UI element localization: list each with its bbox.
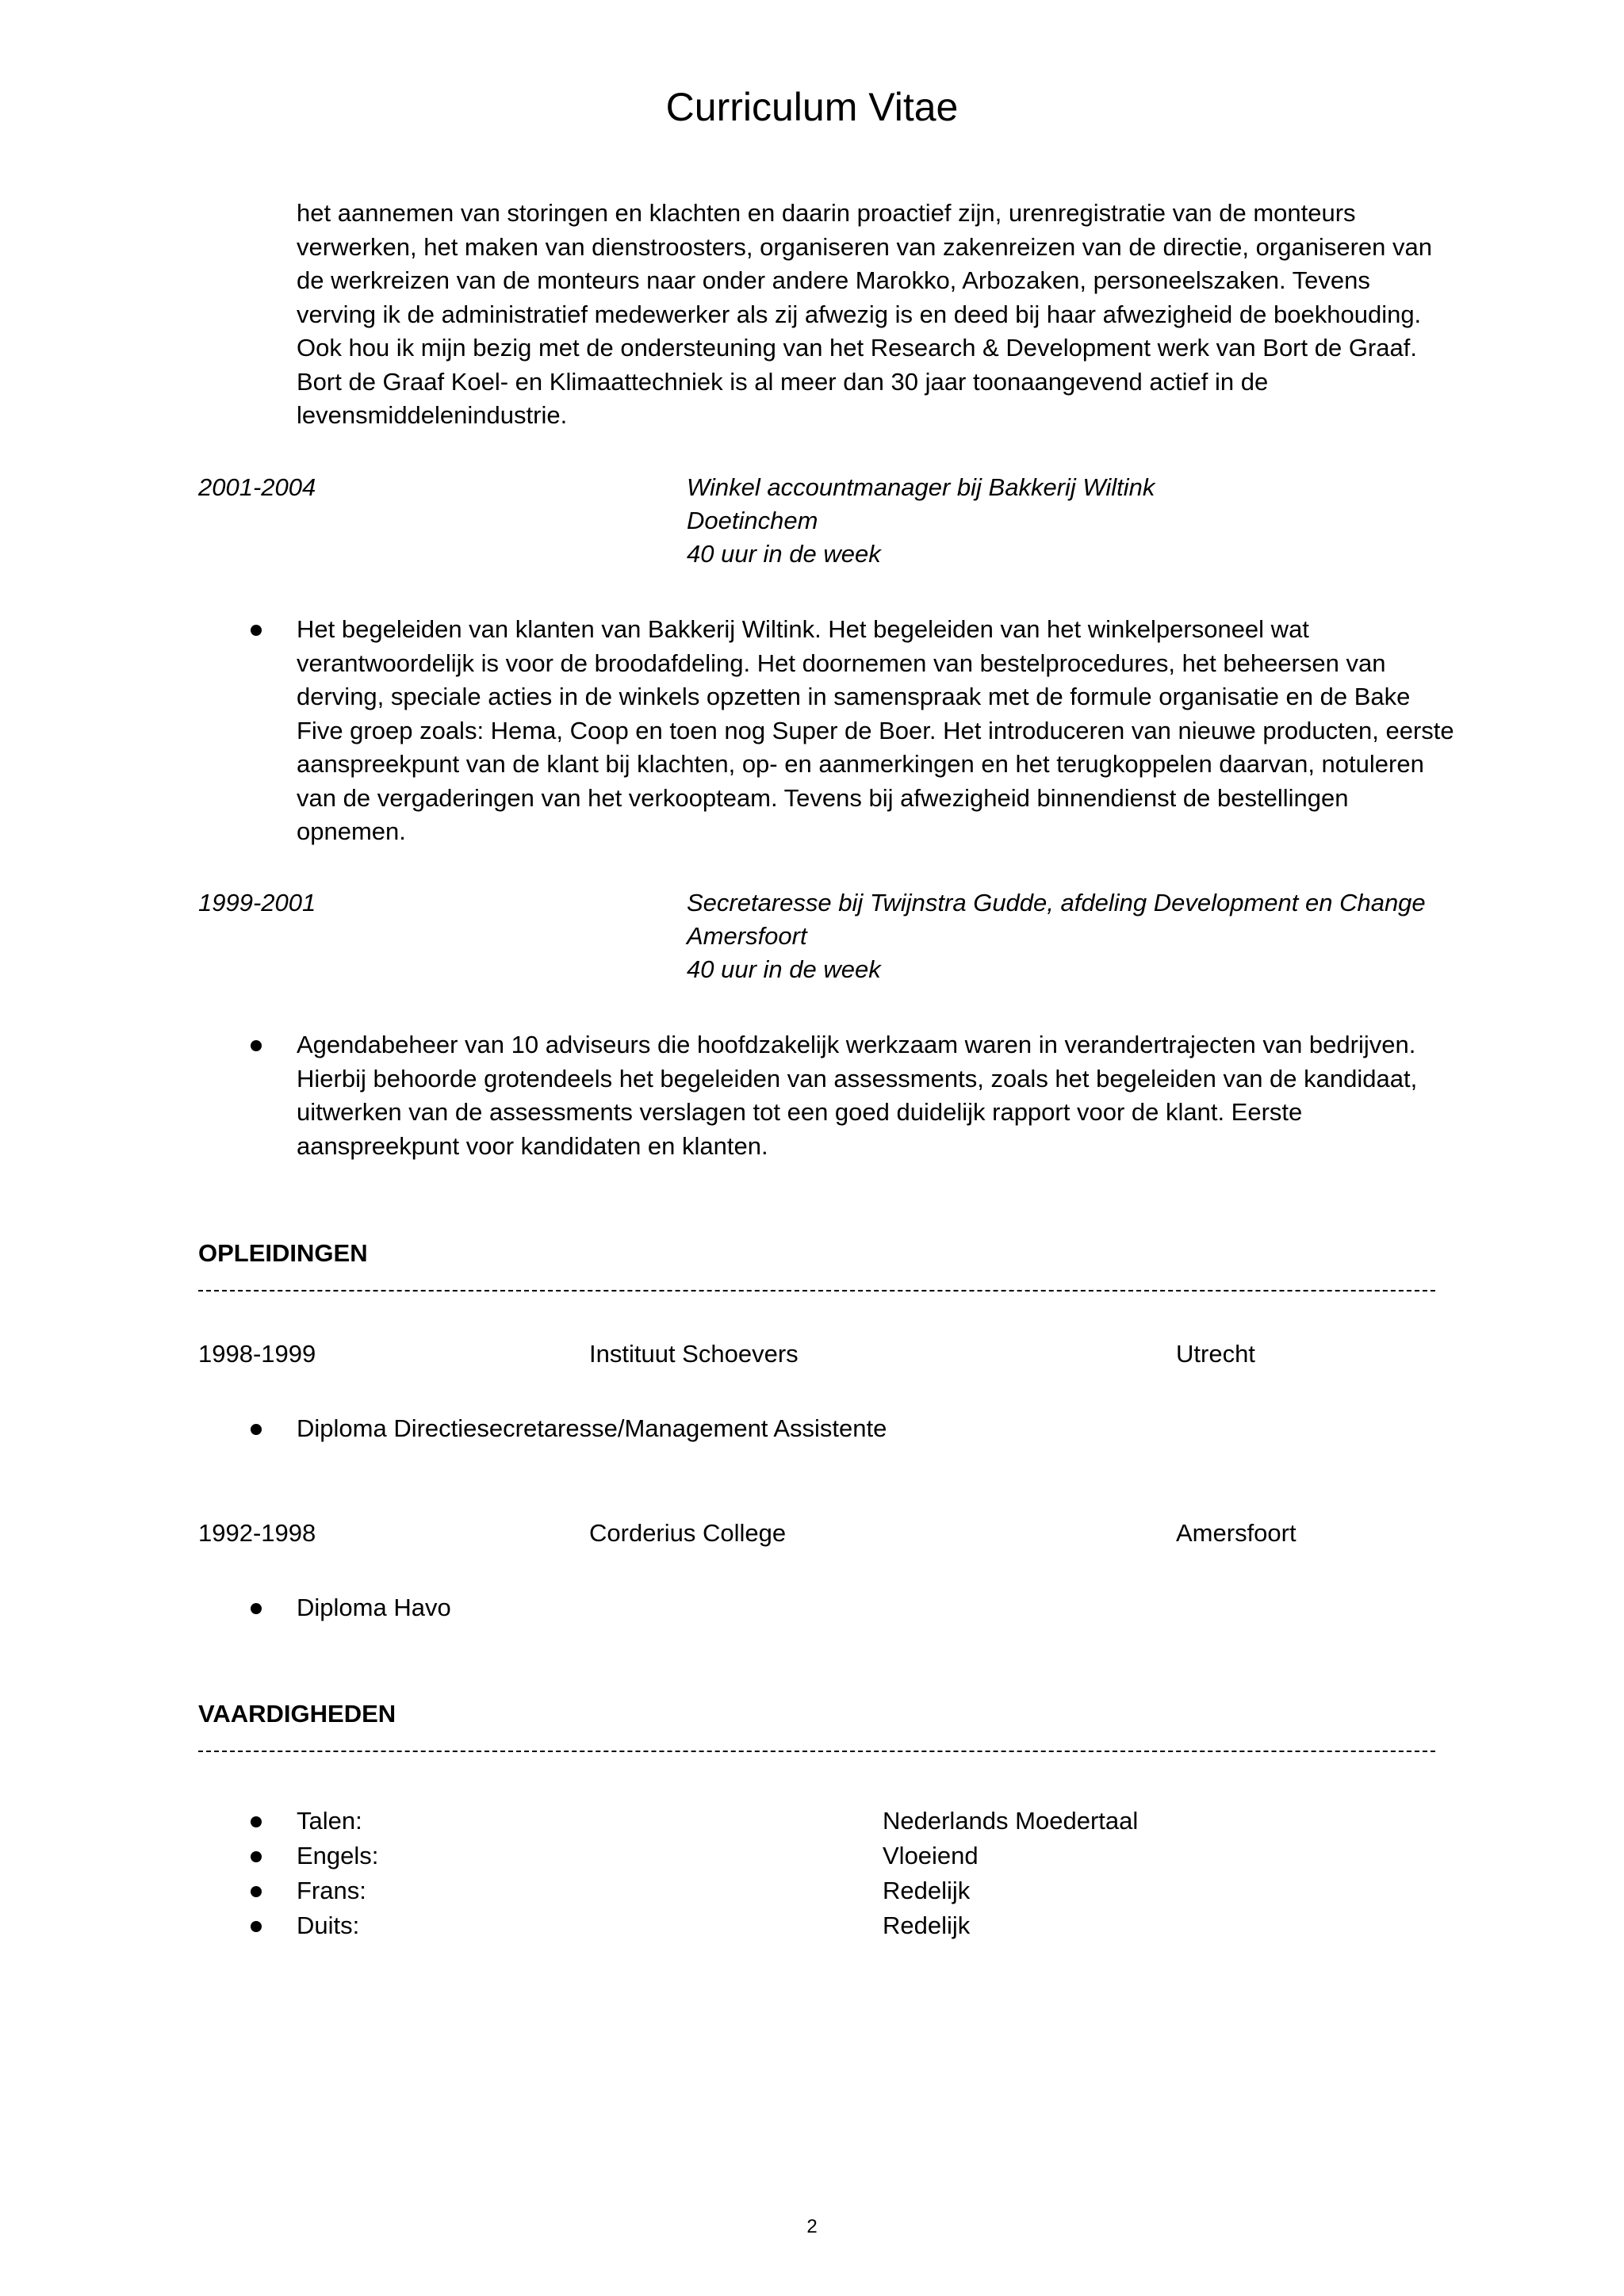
education-city: Utrecht <box>1176 1340 1255 1368</box>
education-city: Amersfoort <box>1176 1519 1297 1547</box>
bullet-icon <box>251 1040 262 1051</box>
skill-label: Engels: <box>297 1842 379 1869</box>
experience-hours: 40 uur in de week <box>687 540 881 568</box>
bullet-icon <box>251 1816 262 1827</box>
bullet-icon <box>251 1603 262 1614</box>
bullet-icon <box>251 1424 262 1435</box>
experience-description: Agendabeheer van 10 adviseurs die hoofdzakelijk werkzaam waren in verandertrajecten van bedrijven. Hierbij behoorde grotendeels het begeleiden van assessments, zoals het begeleiden van de kandidaat, uitwerken van de assessments verslagen tot een goed duidelijk rapport voor de klant. Eerste aanspreekpunt voor kandidaten en klanten. <box>297 1031 1418 1160</box>
section-divider <box>198 1751 1435 1752</box>
skill-value: Redelijk <box>883 1877 971 1904</box>
bullet-icon <box>251 1886 262 1897</box>
continued-job-description: het aannemen van storingen en klachten en daarin proactief zijn, urenregistratie van de monteurs verwerken, het maken van dienstroosters, organiseren van zakenreizen van de directie, organiseren van de werkreizen van de monteurs naar onder andere Marokko, Arbozaken, personeelszaken. Tevens verving ik de administratief medewerker als zij afwezig is en deed bij haar afwezigheid de boekhouding. Ook hou ik mijn bezig met de ondersteuning van het Research & Development werk van Bort de Graaf. Bort de Graaf Koel- en Klimaattechniek is al meer dan 30 jaar toonaangevend actief in de levensmiddelenindustrie. <box>297 199 1432 429</box>
skill-value: Vloeiend <box>883 1842 979 1869</box>
skill-label: Frans: <box>297 1877 366 1904</box>
skill-value: Nederlands Moedertaal <box>883 1807 1139 1835</box>
education-diploma: Diploma Havo <box>297 1594 451 1621</box>
experience-role: Secretaresse bij Twijnstra Gudde, afdeling Development en Change <box>687 889 1426 916</box>
experience-role: Winkel accountmanager bij Bakkerij Wiltink <box>687 473 1155 501</box>
skill-value: Redelijk <box>883 1911 971 1939</box>
education-institution: Corderius College <box>589 1519 787 1547</box>
bullet-icon <box>251 625 262 636</box>
experience-location: Amersfoort <box>687 922 807 950</box>
document-title: Curriculum Vitae <box>665 85 959 129</box>
education-diploma: Diploma Directiesecretaresse/Management Assistente <box>297 1414 887 1442</box>
section-heading-education: OPLEIDINGEN <box>198 1239 368 1267</box>
bullet-icon <box>251 1851 262 1862</box>
bullet-icon <box>251 1921 262 1932</box>
experience-period: 1999-2001 <box>198 889 316 916</box>
section-heading-skills: VAARDIGHEDEN <box>198 1700 396 1728</box>
page-number: 2 <box>806 2216 818 2237</box>
skill-label: Talen: <box>297 1807 362 1835</box>
education-institution: Instituut Schoevers <box>589 1340 799 1368</box>
skill-label: Duits: <box>297 1911 360 1939</box>
experience-location: Doetinchem <box>687 507 818 534</box>
experience-period: 2001-2004 <box>198 473 316 501</box>
education-period: 1992-1998 <box>198 1519 316 1547</box>
section-divider <box>198 1290 1435 1292</box>
experience-hours: 40 uur in de week <box>687 955 881 983</box>
experience-description: Het begeleiden van klanten van Bakkerij Wiltink. Het begeleiden van het winkelpersoneel wat verantwoordelijk is voor de broodafdeling. Het doornemen van bestelprocedures, het beheersen van derving, speciale acties in de winkels opzetten in samenspraak met de formule organisatie en de Bake Five groep zoals: Hema, Coop en toen nog Super de Boer. Het introduceren van nieuwe producten, eerste aanspreekpunt van de klant bij klachten, op- en aanmerkingen en het terugkoppelen daarvan, notuleren van de vergaderingen van het verkoopteam. Tevens bij afwezigheid binnendienst de bestellingen opnemen. <box>297 615 1454 845</box>
education-period: 1998-1999 <box>198 1340 316 1368</box>
